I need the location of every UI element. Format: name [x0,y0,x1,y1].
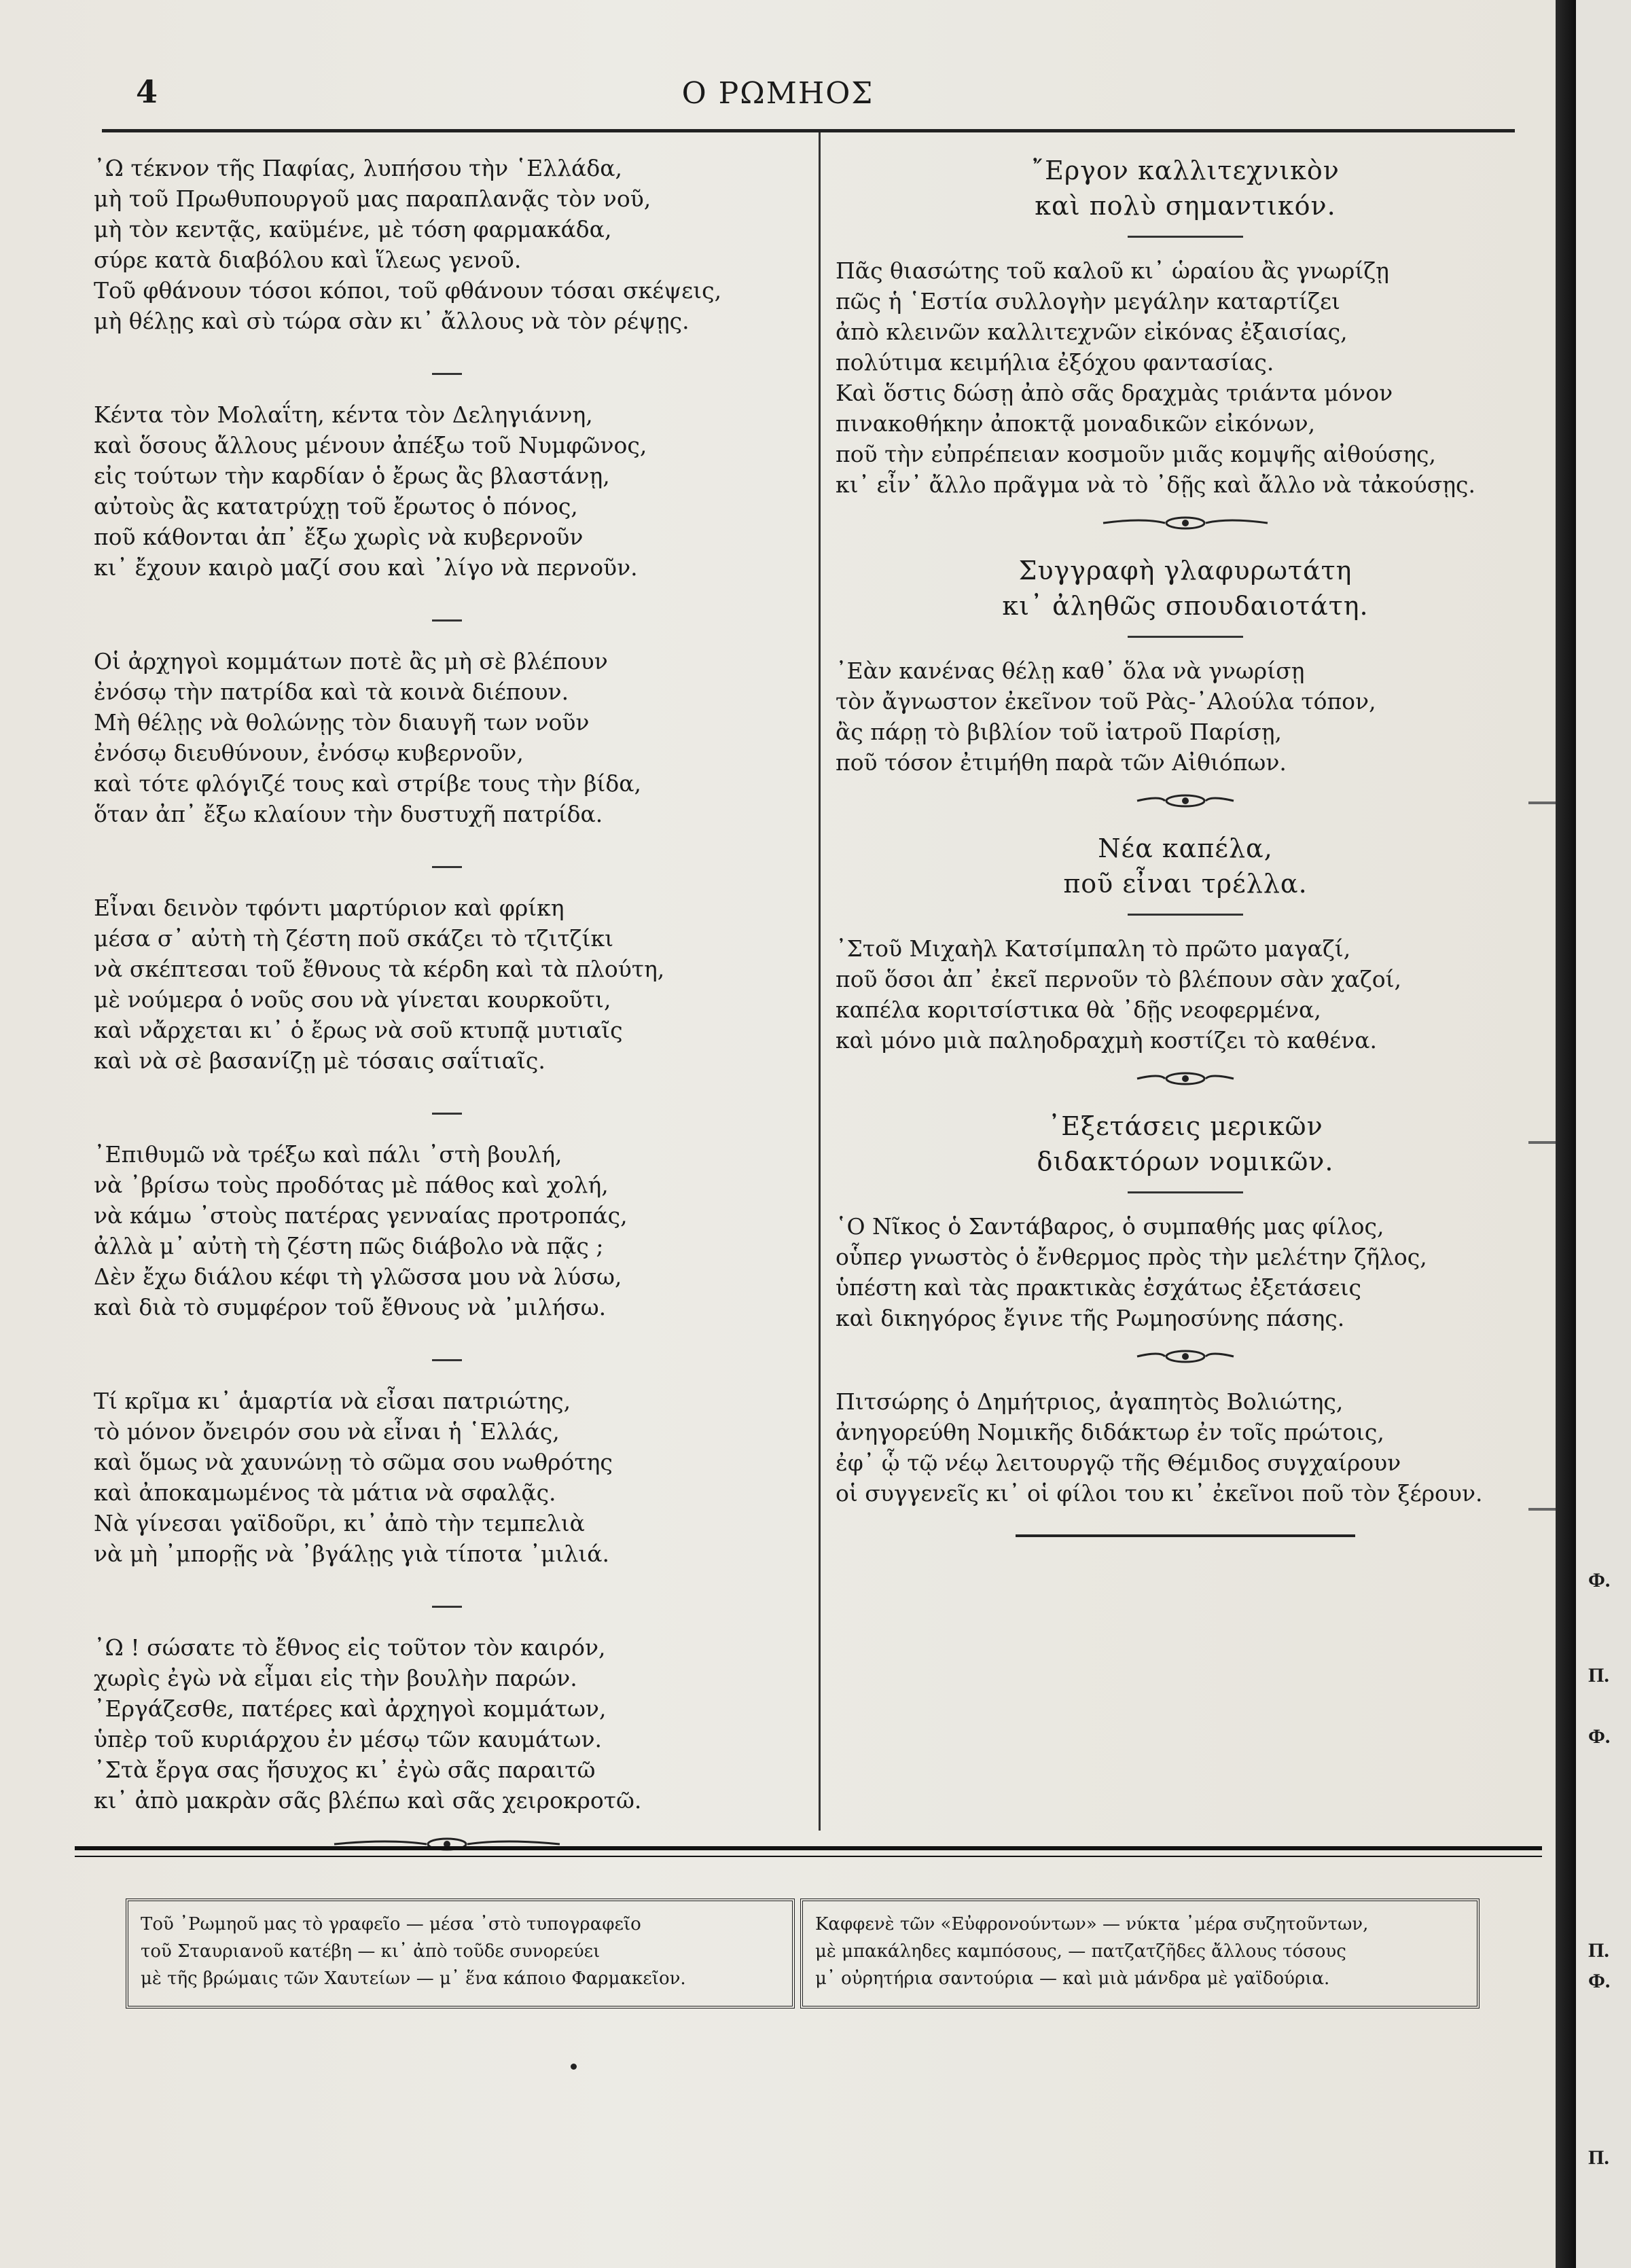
poem-line: κι᾿ ἔχουν καιρὸ μαζί σου καὶ ᾿λίγο νὰ περνοῦν. [94,554,638,581]
poem-line: Οἱ ἀρχηγοὶ κομμάτων ποτὲ ἂς μὴ σὲ βλέπουν [94,648,608,674]
article-line: καπέλα κοριτσίστικα θὰ ᾿δῇς νεοφερμένα, [836,996,1321,1023]
poem-stanza [94,893,800,1076]
poem-stanza [94,1386,800,1569]
poem-line: αὐτοὺς ἂς κατατρύχῃ τοῦ ἔρωτος ὁ πόνος, [94,493,578,520]
ornament-divider [1134,1070,1236,1087]
article-line: κι᾿ εἶν᾿ ἄλλο πρᾶγμα νὰ τὸ ᾿δῇς καὶ ἄλλο νὰ τἀκούσῃς. [836,471,1475,498]
poem-line: ᾿Ω τέκνον τῆς Παφίας, λυπήσου τὴν ῾Ελλάδα, [94,155,622,181]
poem-line: νὰ μὴ ᾿μπορῇς νὰ ᾿βγάλῃς γιὰ τίποτα ᾿μιλιά. [94,1541,609,1567]
edge-mark [1528,1508,1556,1511]
article-line: οὗπερ γνωστὸς ὁ ἔνθερμος πρὸς τὴν μελέτην ζῆλος, [836,1244,1427,1270]
print-dot [571,2064,577,2070]
article-ornament [836,793,1535,812]
poem-line: ᾿Στὰ ἔργα σας ἥσυχος κι᾿ ἐγὼ σᾶς παραιτῶ [94,1757,596,1783]
poem-line: Τί κρῖμα κι᾿ ἁμαρτία νὰ εἶσαι πατριώτης, [94,1388,571,1414]
left-column-poem [94,153,800,1856]
binding-spine [1556,0,1576,2268]
article-line: καὶ δικηγόρος ἔγινε τῆς Ρωμηοσύνης πάσης. [836,1305,1345,1331]
article [836,553,1535,778]
article-line: ῾Ο Νῖκος ὁ Σαντάβαρος, ὁ συμπαθής μας φίλος, [836,1213,1384,1240]
ad-line: Τοῦ ᾿Ρωμηοῦ μας τὸ γραφεῖο — μέσα ᾿στὸ τυπογραφεῖο [141,1914,641,1934]
article-line: πολύτιμα κειμήλια ἐξόχου φαντασίας. [836,349,1274,376]
article [836,153,1535,500]
edge-letter: Π. [1588,1664,1609,1687]
article-body [836,933,1535,1056]
ad-line: τοῦ Σταυριανοῦ κατέβη — κι᾿ ἀπὸ τοῦδε συνορεύει [141,1941,601,1962]
article-line: ποῦ τὴν εὐπρέπειαν κοσμοῦν μιᾶς κομψῆς αἰθούσης, [836,441,1437,467]
article [836,1109,1535,1333]
stanza-separator [94,1589,800,1620]
article-title: καὶ πολὺ σημαντικόν. [1035,191,1336,221]
title-rule [1128,914,1243,916]
stanza-separator [94,1343,800,1373]
article-line: τὸν ἄγνωστον ἐκεῖνον τοῦ Ρὰς-᾿Αλούλα τόπον, [836,688,1376,715]
poem-line: ἐνόσῳ διευθύνουν, ἐνόσῳ κυβερνοῦν, [94,740,524,766]
poem-line: Εἶναι δεινὸν τφόντι μαρτύριον καὶ φρίκη [94,895,564,921]
advertisement-right [800,1898,1480,2009]
edge-mark [1528,802,1556,804]
article-body [836,255,1535,500]
poem-line: μὴ τοῦ Πρωθυπουργοῦ μας παραπλανᾷς τὸν νοῦ, [94,185,651,212]
poem-stanza [94,1139,800,1322]
edge-mark [1528,1141,1556,1144]
poem-line: καὶ ὅσους ἄλλους μένουν ἀπέξω τοῦ Νυμφῶνος, [94,432,647,458]
article-line: πῶς ἡ ῾Εστία συλλογὴν μεγάλην καταρτίζει [836,288,1340,314]
article-line: οἱ συγγενεῖς κι᾿ οἱ φίλοι του κι᾿ ἐκεῖνοι ποῦ τὸν ξέρουν. [836,1480,1483,1507]
poem-line: ὑπὲρ τοῦ κυριάρχου ἐν μέσῳ τῶν καυμάτων. [94,1726,603,1752]
poem-line: Τοῦ φθάνουν τόσοι κόποι, τοῦ φθάνουν τόσαι σκέψεις, [94,277,722,304]
stanza-separator [94,850,800,880]
ornament-divider [1134,1348,1236,1365]
poem-line: ποῦ κάθονται ἀπ᾿ ἔξω χωρὶς νὰ κυβερνοῦν [94,524,584,550]
column-divider [819,132,821,1831]
poem-line: μὲ νούμερα ὁ νοῦς σου νὰ γίνεται κουρκοῦτι, [94,986,611,1013]
article-line: Πᾶς θιασώτης τοῦ καλοῦ κι᾿ ὡραίου ἂς γνωρίζῃ [836,257,1389,284]
poem-line: ὅταν ἀπ᾿ ἔξω κλαίουν τὴν δυστυχῆ πατρίδα. [94,801,603,827]
poem-line: καὶ νἄρχεται κι᾿ ὁ ἔρως νὰ σοῦ κτυπᾷ μυτιαῖς [94,1017,623,1043]
article-title: Συγγραφὴ γλαφυρωτάτη [1018,556,1352,586]
stanza-separator [94,357,800,387]
article-title: διδακτόρων νομικῶν. [1037,1147,1334,1176]
advertisement-left [126,1898,795,2009]
poem-line: νὰ σκέπτεσαι τοῦ ἔθνους τὰ κέρδη καὶ τὰ πλούτη, [94,956,665,982]
title-rule [1128,1191,1243,1193]
article-line: καὶ μόνο μιὰ παληοδραχμὴ κοστίζει τὸ καθένα. [836,1027,1377,1054]
poem-line: τὸ μόνον ὄνειρόν σου νὰ εἶναι ἡ ῾Ελλάς, [94,1418,560,1445]
article-line: ἂς πάρῃ τὸ βιβλίον τοῦ ἰατροῦ Παρίσῃ, [836,719,1283,745]
article-title: Νέα καπέλα, [1098,833,1273,863]
poem-line: ἐνόσῳ τὴν πατρίδα καὶ τὰ κοινὰ διέπουν. [94,679,569,705]
ad-line: Καφφενὲ τῶν «Εὐφρονούντων» — νύκτα ᾿μέρα συζητοῦντων, [815,1914,1369,1934]
poem-line: καὶ τότε φλόγιζέ τους καὶ στρίβε τους τὴν βίδα, [94,770,642,797]
article-line: πινακοθήκην ἀποκτᾷ μοναδικῶν εἰκόνων, [836,410,1316,437]
edge-letter: Φ. [1588,1725,1611,1748]
poem-stanza [94,646,800,829]
article-line: ἀπὸ κλεινῶν καλλιτεχνῶν εἰκόνας ἐξαισίας, [836,319,1348,345]
poem-line: Μὴ θέλῃς νὰ θολώνῃς τὸν διαυγῆ των νοῦν [94,709,590,736]
poem-line: Νὰ γίνεσαι γαϊδοῦρι, κι᾿ ἀπὸ τὴν τεμπελιὰ [94,1510,585,1536]
page-number: 4 [136,73,158,110]
article-title: ᾿Εξετάσεις μερικῶν [1047,1111,1323,1141]
article-body [836,655,1535,778]
ornament-divider [1100,515,1270,531]
article-body [836,1386,1535,1509]
article-line: ποῦ ὅσοι ἀπ᾿ ἐκεῖ περνοῦν τὸ βλέπουν σὰν χαζοί, [836,966,1402,992]
poem-line: μὴ θέλῃς καὶ σὺ τώρα σὰν κι᾿ ἄλλους νὰ τὸν ρέψῃς. [94,308,689,334]
edge-letter: Φ. [1588,1569,1611,1591]
article-ornament [836,515,1535,534]
poem-line: ᾿Επιθυμῶ νὰ τρέξω καὶ πάλι ᾿στὴ βουλή, [94,1141,562,1168]
ad-line: μὲ μπακάληδες καμπόσους, — πατζατζῆδες ἄλλους τόσους [815,1941,1346,1962]
article-line: ποῦ τόσον ἐτιμήθη παρὰ τῶν Αἰθιόπων. [836,749,1287,776]
article-title: κι᾿ ἀληθῶς σπουδαιοτάτη. [1002,591,1369,621]
article-line: Πιτσώρης ὁ Δημήτριος, ἀγαπητὸς Βολιώτης, [836,1388,1344,1415]
poem-stanza [94,153,800,336]
edge-letter: Π. [1588,1939,1609,1962]
article-line: Καὶ ὅστις δώσῃ ἀπὸ σᾶς δραχμὰς τριάντα μόνον [836,380,1393,406]
poem-line: καὶ ἀποκαμωμένος τὰ μάτια νὰ σφαλᾷς. [94,1479,556,1506]
poem-line: σύρε κατὰ διαβόλου καὶ ἵλεως γενοῦ. [94,247,522,273]
article-body [836,1211,1535,1333]
end-rule [1016,1534,1355,1537]
article-line: ἐφ᾿ ᾧ τῷ νέῳ λειτουργῷ τῆς Θέμιδος συγχαίρουν [836,1450,1401,1476]
edge-letter: Π. [1588,2146,1609,2169]
article [836,1386,1535,1509]
poem-line: Κέντα τὸν Μολαΐτη, κέντα τὸν Δεληγιάννη, [94,401,593,428]
poem-line: χωρὶς ἐγὼ νὰ εἶμαι εἰς τὴν βουλὴν παρών. [94,1665,577,1691]
poem-line: μέσα σ᾿ αὐτὴ τὴ ζέστη ποῦ σκάζει τὸ τζιτζίκι [94,925,614,952]
poem-line: νὰ κάμω ᾿στοὺς πατέρας γενναίας προτροπάς, [94,1202,628,1229]
title-rule [1128,636,1243,638]
ornament-divider [1134,793,1236,809]
article [836,831,1535,1056]
article-ornament [836,1348,1535,1367]
bottom-rule [75,1846,1542,1850]
right-column-articles [836,153,1535,1537]
poem-line: μὴ τὸν κεντᾷς, καϋμένε, μὲ τόση φαρμακάδα, [94,216,612,242]
adjacent-page-edge [1576,0,1631,2268]
article-title: ῎Εργον καλλιτεχνικὸν [1031,156,1340,185]
poem-stanza [94,399,800,583]
poem-line: ἀλλὰ μ᾿ αὐτὴ τὴ ζέστη πῶς διάβολο νὰ πᾷς ; [94,1233,604,1259]
poem-line: κι᾿ ἀπὸ μακρὰν σᾶς βλέπω καὶ σᾶς χειροκροτῶ. [94,1787,642,1814]
poem-stanza [94,1632,800,1816]
article-title: ποῦ εἶναι τρέλλα. [1063,869,1308,899]
header-rule [102,129,1515,132]
article-line: ὑπέστη καὶ τὰς πρακτικὰς ἐσχάτως ἐξετάσεις [836,1274,1362,1301]
poem-line: νὰ ᾿βρίσω τοὺς προδότας μὲ πάθος καὶ χολή, [94,1172,609,1198]
article-ornament [836,1070,1535,1090]
poem-line: ᾿Ω ! σώσατε τὸ ἔθνος εἰς τοῦτον τὸν καιρόν, [94,1634,606,1661]
title-rule [1128,236,1243,238]
poem-line: καὶ ὅμως νὰ χαυνώνῃ τὸ σῶμα σου νωθρότης [94,1449,613,1475]
edge-letter: Φ. [1588,1970,1611,1992]
poem-line: καὶ διὰ τὸ συμφέρον τοῦ ἔθνους νὰ ᾿μιλήσω. [94,1294,607,1320]
article-line: ᾿Εὰν κανένας θέλῃ καθ᾿ ὅλα νὰ γνωρίσῃ [836,658,1305,684]
poem-line: εἰς τούτων τὴν καρδίαν ὁ ἔρως ἂς βλαστάνῃ, [94,463,610,489]
bottom-rule-thin [75,1856,1542,1857]
ad-line: μ᾿ οὐρητήρια σαντούρια — καὶ μιὰ μάνδρα μὲ γαϊδούρια. [815,1968,1330,1989]
masthead: Ο ΡΩΜΗΟΣ [681,76,874,111]
poem-line: ᾿Εργάζεσθε, πατέρες καὶ ἀρχηγοὶ κομμάτων, [94,1695,607,1722]
poem-line: Δὲν ἔχω διάλου κέφι τὴ γλῶσσα μου νὰ λύσω, [94,1263,622,1290]
ad-line: μὲ τῆς βρώμαις τῶν Χαυτείων — μ᾿ ἕνα κάποιο Φαρμακεῖον. [141,1968,686,1989]
article-line: ᾿Στοῦ Μιχαὴλ Κατσίμπαλη τὸ πρῶτο μαγαζί, [836,935,1351,962]
article-line: ἀνηγορεύθη Νομικῆς διδάκτωρ ἐν τοῖς πρώτοις, [836,1419,1384,1445]
stanza-separator [94,1096,800,1127]
poem-line: καὶ νὰ σὲ βασανίζῃ μὲ τόσαις σαΐτιαῖς. [94,1047,545,1074]
stanza-separator [94,603,800,634]
